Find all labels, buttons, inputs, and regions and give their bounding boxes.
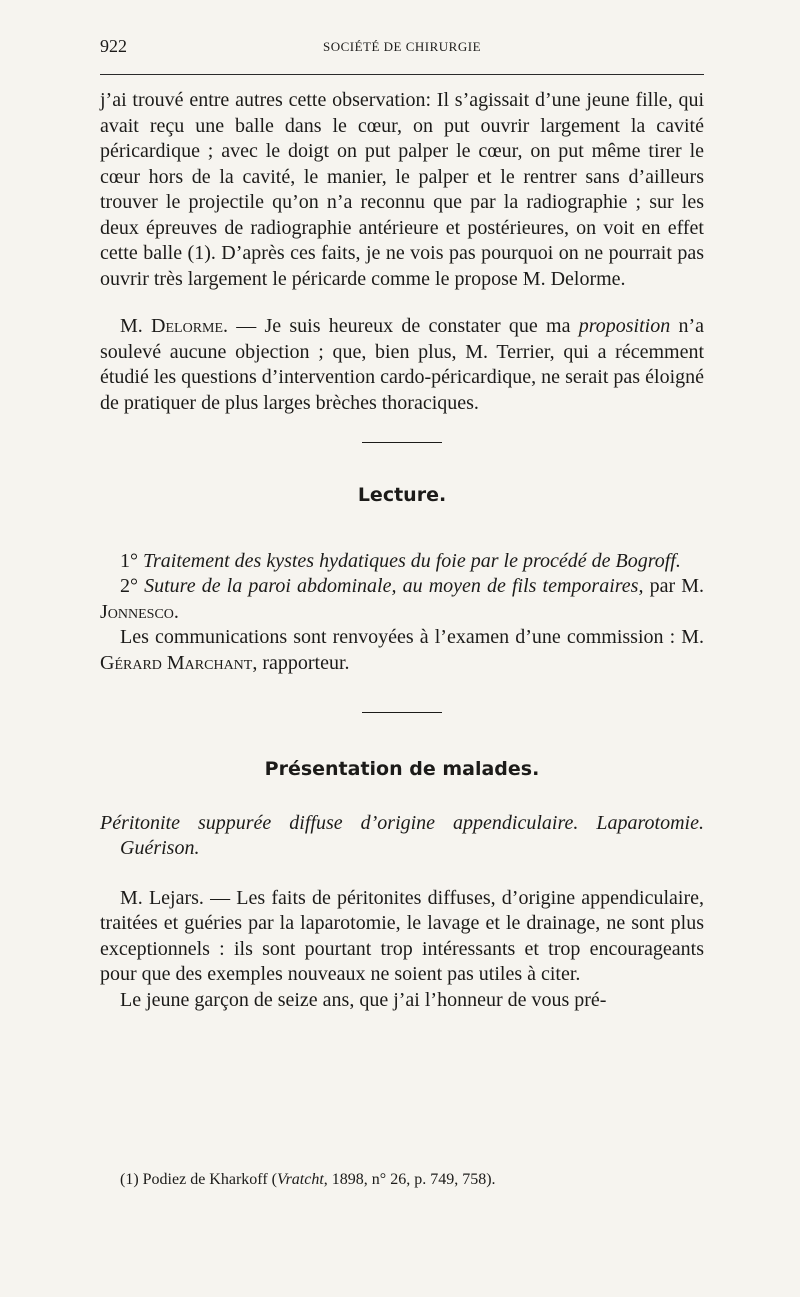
continued-paragraph: j’ai trouvé entre autres cette observation: Il s’agissait d’une jeune fille, qui avait reçu une balle dans le cœur, on put ouvrir largement la cavité péricardique ; avec le doigt on put palper le cœur, on put même tirer le cœur hors de la cavité, le manier, le palper et le rentrer sans d’ailleurs trouver le projectile qu’on n’a reconnu que par la radiographie ; sur les deux épreuves de radiographie antérieure et postérieures, on voit en effet cette balle (1). D’après ces faits, je ne vois pas pourquoi on ne pourrait pas ouvrir très largement le péricarde comme le propose M. Delorme. <box>100 89 704 290</box>
lecture-item-2-by: par M. <box>643 575 705 597</box>
page-number: 922 <box>100 36 127 56</box>
lecture-item-1 <box>100 549 704 575</box>
speaker-name: Delorme <box>151 315 224 337</box>
footnote <box>120 1170 704 1190</box>
lecture-note-text-a: Les communications sont renvoyées à l’examen d’une commission : M. <box>120 626 704 648</box>
lecture-item-2 <box>100 574 704 625</box>
running-title: SOCIÉTÉ DE CHIRURGIE <box>322 39 482 54</box>
lecture-item-1-title: Traitement des kystes hydatiques du foie par le procédé de Bogroff. <box>143 549 681 572</box>
delorme-text-b: n’a soulevé aucune objection ; que, bien plus, M. Terrier, qui a récemment étudié les questions d’intervention cardo-péricardique, ne serait pas éloigné de pratiquer de plus larges brèches thoraciques. <box>100 315 704 414</box>
delorme-text-a: . — Je suis heureux de constater que ma <box>223 315 579 337</box>
lecture-item-2-author: Jonnesco <box>100 600 174 623</box>
section-divider <box>362 712 442 713</box>
lecture-note <box>100 625 704 676</box>
footnote-text-a: (1) Podiez de Kharkoff ( <box>120 1171 277 1188</box>
lecture-heading: Lecture. <box>357 484 447 506</box>
header-rule <box>100 74 704 75</box>
footnote-journal: Vratcht <box>276 1171 324 1188</box>
delorme-italic: proposition <box>578 315 671 337</box>
lecture-note-text-b: , rapporteur. <box>252 651 350 674</box>
footnote-text-b: , 1898, n° 26, p. 749, 758). <box>323 1171 496 1188</box>
case-subtitle <box>100 811 704 862</box>
presentation-heading: Présentation de malades. <box>264 758 540 780</box>
rapporteur-name: Gérard Marchant <box>100 651 253 674</box>
lecture-item-2-title: Suture de la paroi abdominale, au moyen de fils temporaires, <box>144 575 644 597</box>
lecture-item-1-number: 1° <box>120 549 138 572</box>
lecture-item-2-end: . <box>173 600 179 623</box>
case-subtitle-text: Péritonite suppurée diffuse d’origine appendiculaire. Laparotomie. Guérison. <box>100 811 704 859</box>
speaker-prefix: M. <box>120 315 152 337</box>
running-head <box>100 36 704 58</box>
lejars-paragraph: M. Lejars. — Les faits de péritonites diffuses, d’origine appendiculaire, traitées et guéries par la laparotomie, le lavage et le drainage, ne sont plus exceptionnels : ils sont pourtant trop intéressants et trop encourageants pour que des exemples nouveaux ne soient pas utiles à citer. <box>100 886 704 985</box>
lejars-paragraph-2: Le jeune garçon de seize ans, que j’ai l’honneur de vous pré- <box>120 988 607 1011</box>
page-body <box>100 88 704 1013</box>
delorme-paragraph <box>100 314 704 416</box>
lecture-item-2-number: 2° <box>120 575 138 597</box>
section-divider <box>362 442 442 443</box>
